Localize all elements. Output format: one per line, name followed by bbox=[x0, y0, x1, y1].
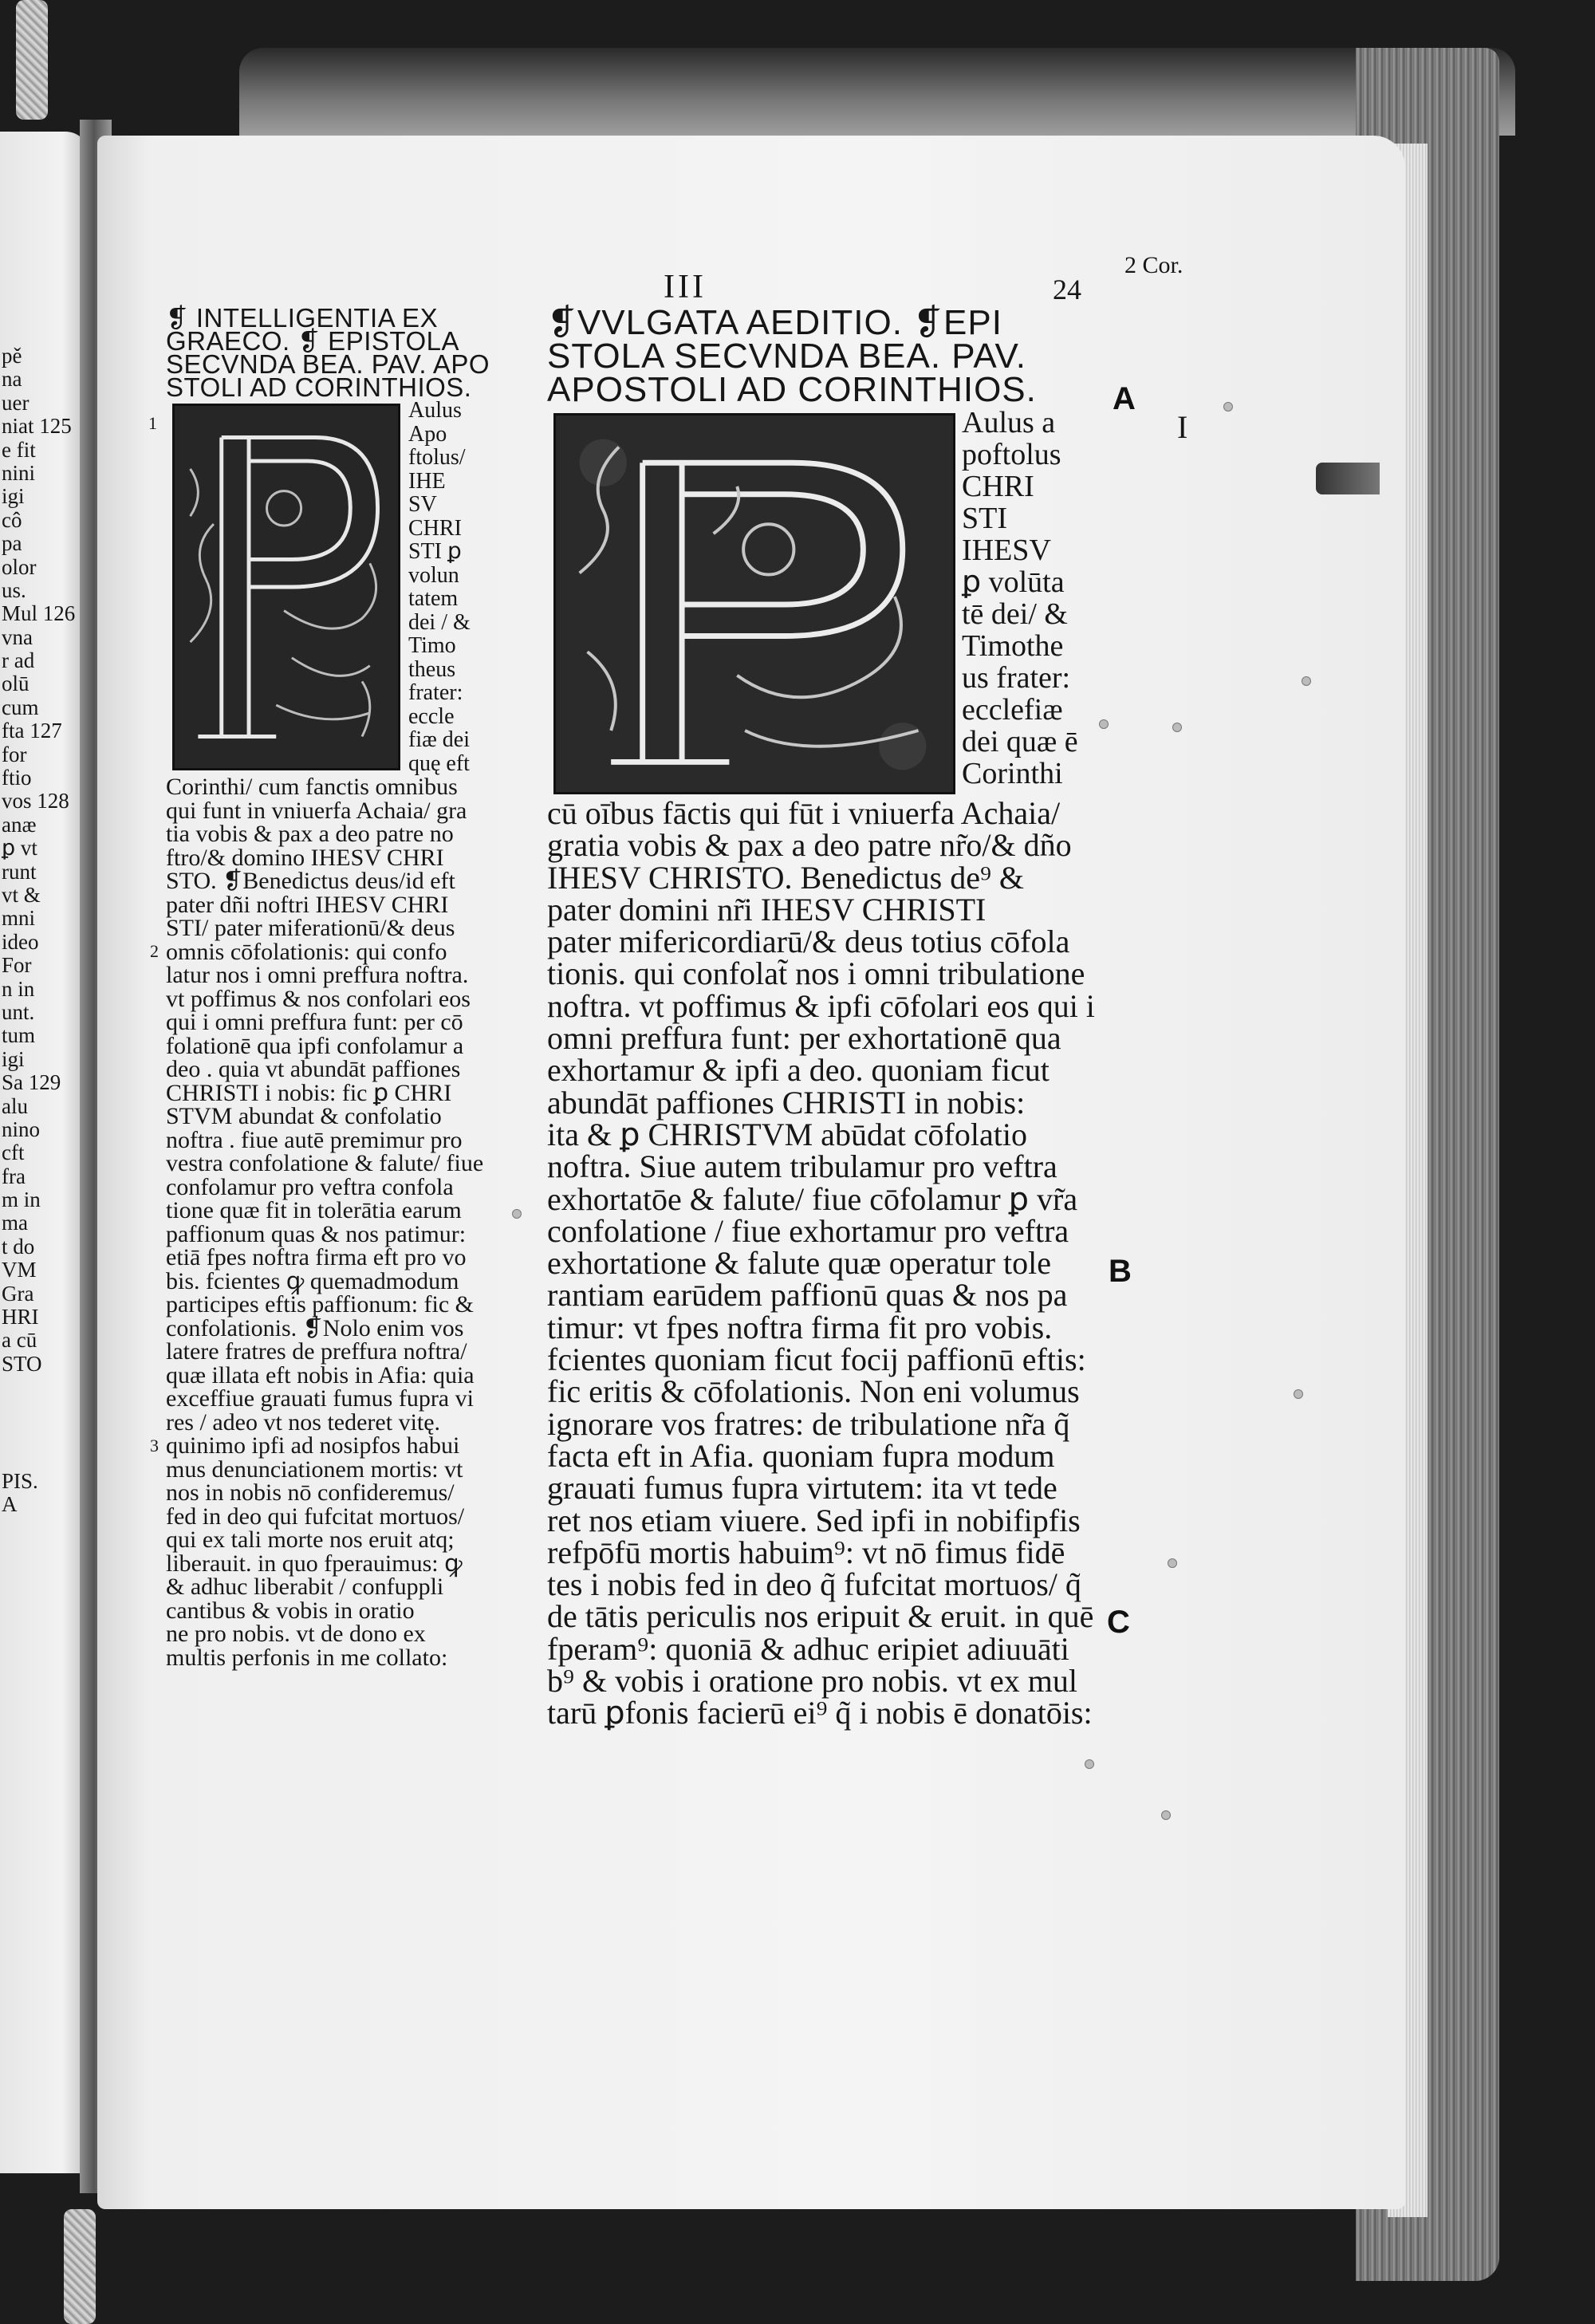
text-line: exceffiue grauati fumus fupra vi bbox=[166, 1385, 474, 1412]
fragment-line: nino bbox=[2, 1117, 41, 1141]
text-line: ftro/& domino IHESV CHRI bbox=[166, 844, 444, 871]
text-line: SV bbox=[408, 492, 437, 517]
fragment-line: ideo bbox=[2, 929, 39, 954]
text-line: us frater: bbox=[962, 661, 1071, 695]
text-line: mus denunciationem mortis: vt bbox=[166, 1455, 463, 1483]
heading-line: STOLI AD CORINTHIOS. bbox=[166, 372, 472, 402]
text-line: fperam⁹: quoniā & adhuc eripiet adiuuāti bbox=[547, 1630, 1069, 1667]
text-line: tarū ꝑfonis facierū ei⁹ q̃ i nobis ē donatōis: bbox=[547, 1695, 1093, 1731]
running-header: III bbox=[664, 269, 707, 305]
text-line: qui funt in vniuerfa Achaia/ gra bbox=[166, 797, 467, 824]
fragment-line: igi bbox=[2, 484, 25, 509]
text-line: grauati fumus fupra virtutem: ita vt tede bbox=[547, 1470, 1057, 1507]
fragment-line: vna bbox=[2, 624, 33, 649]
text-line: tionis. qui confolat̃ nos i omni tribulatione bbox=[547, 955, 1085, 992]
text-line: participes eftis paffionum: fic & bbox=[166, 1291, 475, 1318]
text-line: paffionum quas & nos patimur: bbox=[166, 1220, 467, 1247]
heading-line: GRAECO. ❡ EPISTOLA bbox=[166, 326, 459, 356]
verse-number: 2 bbox=[150, 941, 159, 961]
text-line: facta eft in Afia. quoniam fupra modum bbox=[547, 1437, 1055, 1474]
fragment-line: na bbox=[2, 367, 22, 392]
fragment-line: fra bbox=[2, 1164, 26, 1188]
paper-spot bbox=[1161, 1810, 1171, 1820]
text-line: STI bbox=[962, 502, 1007, 535]
fragment-line: olū bbox=[2, 672, 30, 696]
text-line: STI ꝑ bbox=[408, 539, 462, 564]
text-line: liberauit. in quo fperauimus: ꝙ bbox=[166, 1550, 463, 1577]
text-line: confolamur pro veftra confola bbox=[166, 1173, 454, 1200]
verse-number: 3 bbox=[150, 1436, 159, 1455]
paper-spot bbox=[1099, 719, 1109, 729]
text-line: fic eritis & cōfolationis. Non eni volumus bbox=[547, 1373, 1080, 1410]
text-line: Corinthi/ cum fanctis omnibus bbox=[166, 774, 458, 800]
text-line: quę eft bbox=[408, 750, 470, 776]
text-line: exhortatione & falute quæ operatur tole bbox=[547, 1245, 1052, 1282]
text-line: Apo bbox=[408, 421, 447, 447]
fragment-line: alu bbox=[2, 1093, 28, 1118]
fragment-line: cft bbox=[2, 1140, 25, 1165]
vulgate-column bbox=[547, 303, 1095, 1731]
greek-translation-column bbox=[166, 303, 501, 1671]
text-line: latur nos i omni preffura noftra. bbox=[166, 962, 469, 988]
text-line: deo . quia vt abundāt paffiones bbox=[166, 1056, 461, 1082]
text-line: multis perfonis in me collato: bbox=[166, 1644, 448, 1671]
text-line: ꝑ volūta bbox=[962, 565, 1065, 599]
left-body-text bbox=[166, 775, 501, 1669]
fragment-line: unt. bbox=[2, 999, 35, 1024]
fragment-line: m in bbox=[2, 1188, 41, 1212]
text-line: noftra. Siue autem tribulamur pro veftra bbox=[547, 1148, 1057, 1185]
text-line: ftolus/ bbox=[408, 445, 466, 470]
fragment-line: Mul 126 bbox=[2, 601, 76, 626]
margin-chapter-number: I bbox=[1177, 409, 1188, 445]
text-line: volun bbox=[408, 562, 459, 588]
text-line: IHESV CHRISTO. Benedictus de⁹ & bbox=[547, 859, 1025, 896]
text-line: tes i nobis fed in deo q̃ fufcitat mortuos/ q̃ bbox=[547, 1566, 1081, 1603]
fragment-line: STO bbox=[2, 1351, 42, 1376]
paper-spot bbox=[1302, 676, 1311, 686]
text-line: b⁹ & vobis i oratione pro nobis. vt ex mul bbox=[547, 1663, 1077, 1700]
paper-spot bbox=[1168, 1558, 1177, 1568]
text-line: Timothe bbox=[962, 629, 1064, 663]
fragment-line: HRI bbox=[2, 1305, 39, 1329]
right-heading bbox=[547, 303, 1089, 409]
paper-spot bbox=[1085, 1759, 1094, 1769]
text-line: gratia vobis & pax a deo patre nr̃o/& dño bbox=[547, 827, 1072, 864]
text-line: IHESV bbox=[962, 534, 1051, 567]
text-line: eccle bbox=[408, 703, 455, 729]
bookmark-string-top bbox=[16, 0, 48, 120]
left-initial-block bbox=[166, 399, 501, 775]
fragment-line: Gra bbox=[2, 1281, 34, 1306]
heading-line: SECVNDA BEA. PAV. APO bbox=[166, 349, 490, 379]
text-line: cū oībus fāctis qui fūt i vniuerfa Achaia/ bbox=[547, 795, 1061, 831]
text-line: STI/ pater miferationū/& deus bbox=[166, 915, 455, 941]
fragment-line: olor bbox=[2, 554, 37, 579]
fragment-line: fta 127 bbox=[2, 719, 62, 743]
fragment-line: vos 128 bbox=[2, 789, 69, 813]
fragment-line: niat 125 bbox=[2, 414, 72, 439]
text-line: omnis cōfolationis: qui confo bbox=[166, 938, 447, 965]
fragment-line: a cū bbox=[2, 1328, 37, 1353]
page-tab bbox=[1316, 463, 1380, 494]
fragment-line: igi bbox=[2, 1046, 25, 1071]
text-line: cantibus & vobis in oratio bbox=[166, 1597, 415, 1624]
fragment-line: cum bbox=[2, 695, 39, 719]
text-line: omni preffura funt: per exhortationē qua bbox=[547, 1020, 1061, 1057]
text-line: bis. fcientes ꝙ quemadmodum bbox=[166, 1267, 459, 1294]
paper-spot bbox=[1223, 402, 1233, 412]
paper-spot bbox=[512, 1209, 522, 1219]
text-line: tatem bbox=[408, 586, 459, 611]
bookmark-string-bottom bbox=[64, 2209, 96, 2324]
text-line: refpōfū mortis habuim⁹: vt nō fimus fidē bbox=[547, 1534, 1065, 1570]
fragment-line: Sa 129 bbox=[2, 1070, 61, 1095]
fragment-line: For bbox=[2, 953, 32, 978]
text-line: timur: vt fpes noftra firma fit pro vobis. bbox=[547, 1309, 1053, 1345]
text-line: abundāt paffiones CHRISTI in nobis: bbox=[547, 1084, 1026, 1121]
heading-line: STOLA SECVNDA BEA. PAV. bbox=[547, 337, 1026, 376]
text-line: etiā fpes noftra firma eft pro vo bbox=[166, 1244, 467, 1270]
heading-line: APOSTOLI AD CORINTHIOS. bbox=[547, 370, 1037, 409]
text-line: theus bbox=[408, 656, 456, 682]
text-line: CHRI bbox=[408, 515, 462, 541]
fragment-line: t do bbox=[2, 1234, 35, 1259]
text-line: de tātis periculis nos eripuit & eruit. in quē bbox=[547, 1598, 1094, 1635]
text-line: noftra . fiue autē premimur pro bbox=[166, 1126, 463, 1153]
text-line: pater dñi noftri IHESV CHRI bbox=[166, 891, 449, 918]
text-line: pater domini nr̃i IHESV CHRISTI bbox=[547, 891, 987, 928]
fragment-line: pa bbox=[2, 531, 22, 556]
text-line: ita & ꝑ CHRISTVM abūdat cōfolatio bbox=[547, 1116, 1027, 1152]
fragment-line: nini bbox=[2, 460, 36, 485]
text-line: fcientes quoniam ficut focij paffionū eftis: bbox=[547, 1341, 1086, 1378]
fragment-line bbox=[2, 1446, 89, 1469]
fragment-line: mni bbox=[2, 906, 36, 931]
text-line: qui ex tali morte nos eruit atq; bbox=[166, 1526, 455, 1553]
fragment-line: uer bbox=[2, 390, 30, 415]
text-line: Timo bbox=[408, 633, 456, 658]
text-line: rantiam earūdem paffionū quas & nos pa bbox=[547, 1277, 1068, 1314]
text-line: folationē qua ipfi confolamur a bbox=[166, 1032, 464, 1059]
text-line: fiæ dei bbox=[408, 727, 470, 752]
fragment-line: PIS. bbox=[2, 1468, 38, 1493]
text-line: tione quæ fit in tolerātia earum bbox=[166, 1197, 462, 1223]
text-line: confolatione / fiue exhortamur pro veftra bbox=[547, 1212, 1069, 1249]
text-line: tia vobis & pax a deo patre no bbox=[166, 821, 454, 847]
text-line: Corinthi bbox=[962, 757, 1063, 790]
text-line: frater: bbox=[408, 680, 463, 705]
folio-number: 24 bbox=[1053, 274, 1081, 305]
fragment-line bbox=[2, 1423, 89, 1446]
text-line: Aulus a bbox=[962, 406, 1056, 439]
text-line: res / adeo vt nos tederet vitę. bbox=[166, 1408, 441, 1436]
fragment-line: anæ bbox=[2, 812, 37, 837]
text-line: quinimo ipfi ad nosipfos habui bbox=[166, 1432, 460, 1459]
left-heading bbox=[166, 303, 501, 402]
left-page-text-fragments bbox=[2, 345, 89, 1540]
text-line: dei quæ ē bbox=[962, 725, 1078, 758]
text-line: ret nos etiam viuere. Sed ipfi in nobifipfis bbox=[547, 1502, 1081, 1538]
fragment-line: A bbox=[2, 1492, 18, 1517]
fragment-line: ma bbox=[2, 1211, 28, 1235]
fragment-line bbox=[2, 1376, 89, 1399]
margin-section-letter: C bbox=[1107, 1605, 1130, 1640]
margin-section-letter: B bbox=[1109, 1254, 1132, 1289]
fragment-line: VM bbox=[2, 1258, 37, 1282]
fragment-line: ꝑ vt bbox=[2, 836, 37, 861]
text-line: nos in nobis nō confideremus/ bbox=[166, 1479, 455, 1506]
fragment-line: ftio bbox=[2, 766, 32, 790]
heading-line: ❡VVLGATA AEDITIO. ❡EPI bbox=[547, 303, 1002, 342]
book-reference: 2 Cor. bbox=[1124, 252, 1183, 278]
text-line: tē dei/ & bbox=[962, 597, 1068, 631]
text-line: qui i omni preffura funt: per cō bbox=[166, 1009, 463, 1035]
verse-number: 1 bbox=[148, 413, 157, 433]
fragment-line: vt & bbox=[2, 882, 41, 907]
text-line: fed in deo qui fufcitat mortuos/ bbox=[166, 1503, 465, 1530]
fragment-line: us. bbox=[2, 577, 26, 602]
fragment-line: for bbox=[2, 742, 27, 766]
fragment-line: runt bbox=[2, 859, 37, 884]
text-line: poftolus bbox=[962, 438, 1061, 471]
right-body-text bbox=[547, 795, 1095, 1731]
text-line: noftra. vt poffimus & ipfi cōfolari eos qui i bbox=[547, 987, 1095, 1024]
fragment-line: n in bbox=[2, 976, 35, 1001]
margin-section-letter: A bbox=[1113, 381, 1136, 416]
book-top-edge bbox=[239, 48, 1515, 136]
text-line: ne pro nobis. vt de dono ex bbox=[166, 1621, 426, 1647]
fragment-line: cô bbox=[2, 507, 22, 532]
text-line: confolationis. ❡Nolo enim vos bbox=[166, 1314, 464, 1341]
fragment-line bbox=[2, 1517, 89, 1540]
paper-spot bbox=[1172, 723, 1182, 732]
fragment-line: tum bbox=[2, 1023, 36, 1048]
text-line: vt poffimus & nos confolari eos bbox=[166, 985, 471, 1012]
text-line: CHRISTI i nobis: fic ꝑ CHRI bbox=[166, 1079, 452, 1106]
text-line: quæ illata eft nobis in Afia: quia bbox=[166, 1361, 475, 1388]
text-line: IHE bbox=[408, 468, 446, 494]
text-line: exhortatōe & falute/ fiue cōfolamur ꝑ vr̃a bbox=[547, 1180, 1078, 1217]
paper-spot bbox=[1294, 1389, 1303, 1399]
text-line: ignorare vos fratres: de tribulatione nr̃a q̃ bbox=[547, 1405, 1070, 1442]
text-line: vestra confolatione & falute/ fiue bbox=[166, 1150, 484, 1176]
fragment-line bbox=[2, 1400, 89, 1423]
fragment-line: pě bbox=[2, 344, 22, 368]
right-initial-block bbox=[547, 407, 1089, 798]
text-line: ecclefiæ bbox=[962, 693, 1063, 727]
text-line: STVM abundat & confolatio bbox=[166, 1103, 442, 1129]
text-line: & adhuc liberabit / confuppli bbox=[166, 1574, 444, 1600]
heading-line: ❡ INTELLIGENTIA EX bbox=[166, 303, 439, 333]
text-line: Aulus bbox=[408, 398, 462, 423]
text-line: CHRI bbox=[962, 470, 1034, 503]
text-line: latere fratres de preffura noftra/ bbox=[166, 1338, 467, 1365]
text-line: STO. ❡Benedictus deus/id eft bbox=[166, 868, 455, 894]
text-line: pater mifericordiarū/& deus totius cōfola bbox=[547, 924, 1070, 960]
text-line: dei / & bbox=[408, 609, 471, 635]
fragment-line: e fit bbox=[2, 437, 36, 462]
text-line: exhortamur & ipfi a deo. quoniam ficut bbox=[547, 1052, 1050, 1089]
fragment-line: r ad bbox=[2, 648, 35, 673]
